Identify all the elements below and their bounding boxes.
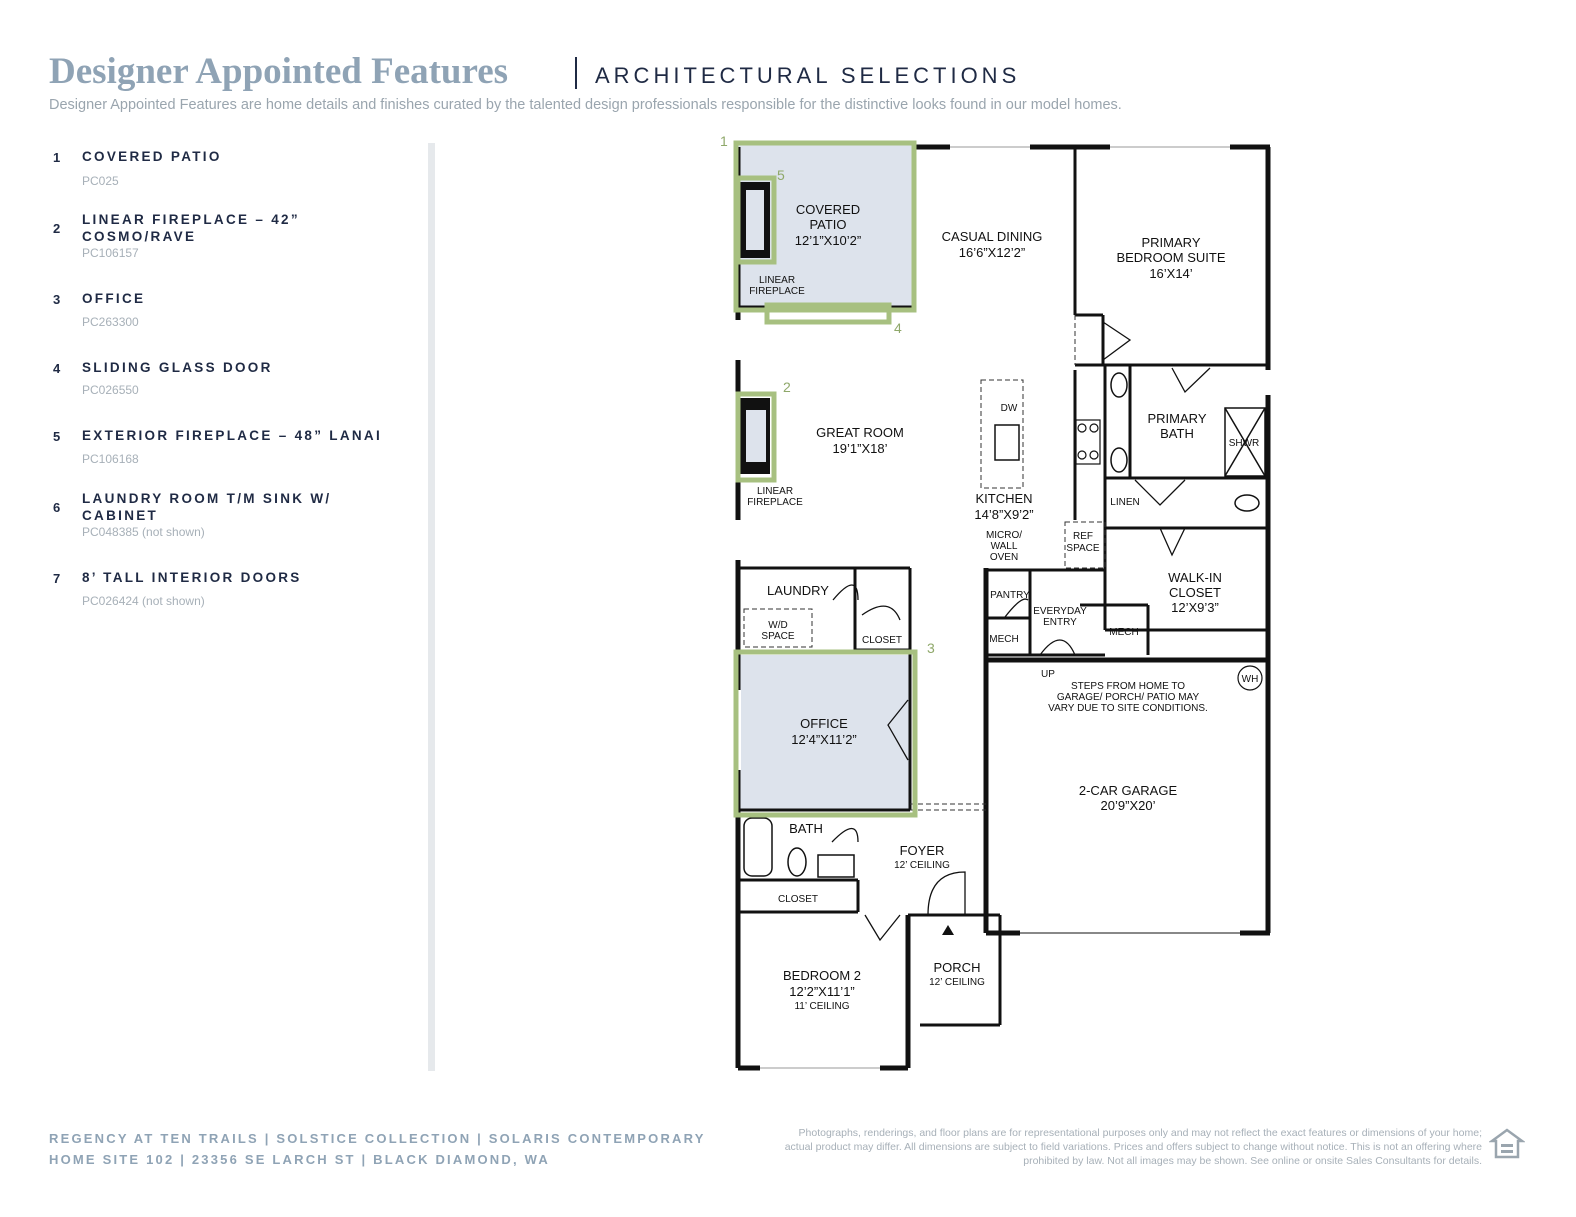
footer-disclaimer: Photographs, renderings, and floor plans are for representational purposes only and may not reflect the exact features or dimensions of your home; actual product may differ. All dimensions are subject to field variations. Prices and offers subject to change without notice. This is not an offering where prohibited by law. Not all images may be shown. See online or onsite Sales Consultants for details. bbox=[784, 1127, 1482, 1167]
label-fireplace-1b: FIREPLACE bbox=[749, 286, 805, 297]
room-covered-patio-2: PATIO bbox=[809, 217, 847, 232]
feature-code: PC026550 bbox=[82, 383, 139, 397]
fireplace-linear bbox=[740, 398, 770, 474]
room-walkin-closet-dim: 12’X9’3” bbox=[1171, 600, 1219, 615]
room-foyer: FOYER bbox=[899, 843, 945, 858]
room-office-dim: 12’4”X11’2” bbox=[791, 732, 857, 747]
intro-text: Designer Appointed Features are home details and finishes curated by the talented design professionals responsible for the distinctive looks found in our model homes. bbox=[49, 97, 1122, 113]
label-micro-2: WALL bbox=[990, 541, 1018, 552]
label-linen: LINEN bbox=[1110, 497, 1140, 508]
feature-name: EXTERIOR FIREPLACE – 48” LANAI bbox=[82, 428, 383, 443]
room-primary-bath-2: BATH bbox=[1160, 426, 1194, 441]
label-closet-1: CLOSET bbox=[861, 635, 903, 646]
label-fireplace-2a: LINEAR bbox=[756, 486, 794, 497]
label-up: UP bbox=[1041, 669, 1055, 680]
divider-bar bbox=[428, 143, 435, 1071]
label-wh: WH bbox=[1241, 674, 1259, 685]
feature-code: PC263300 bbox=[82, 315, 139, 329]
label-pantry: PANTRY bbox=[990, 590, 1030, 601]
label-mech-1: MECH bbox=[989, 634, 1019, 645]
room-office: OFFICE bbox=[800, 716, 848, 731]
label-steps-3: VARY DUE TO SITE CONDITIONS. bbox=[1048, 703, 1208, 714]
feature-number: 4 bbox=[53, 361, 61, 376]
feature-name: 8’ TALL INTERIOR DOORS bbox=[82, 570, 302, 585]
footer-address: HOME SITE 102 | 23356 SE LARCH ST | BLACK DIAMOND, WA bbox=[49, 1152, 550, 1167]
fireplace-exterior bbox=[740, 182, 770, 258]
room-covered-patio-dim: 12’1”X10’2” bbox=[794, 233, 862, 248]
room-great-room-dim: 19’1”X18’ bbox=[832, 441, 888, 456]
feature-name: LINEAR FIREPLACE – 42” COSMO/RAVE bbox=[82, 212, 300, 244]
marker-3: 3 bbox=[927, 640, 935, 656]
room-great-room: GREAT ROOM bbox=[816, 425, 904, 440]
feature-code: PC026424 (not shown) bbox=[82, 594, 205, 608]
marker-5: 5 bbox=[777, 167, 785, 183]
room-primary-suite-2: BEDROOM SUITE bbox=[1116, 250, 1226, 265]
feature-code: PC106168 bbox=[82, 452, 139, 466]
entry-arrow bbox=[942, 925, 954, 935]
room-primary-suite: PRIMARY bbox=[1141, 235, 1201, 250]
room-primary-bath: PRIMARY bbox=[1147, 411, 1207, 426]
kitchen-sink bbox=[995, 425, 1019, 460]
room-primary-suite-dim: 16’X14’ bbox=[1149, 266, 1193, 281]
room-laundry: LAUNDRY bbox=[767, 583, 829, 598]
label-steps-1: STEPS FROM HOME TO bbox=[1070, 681, 1186, 692]
room-kitchen: KITCHEN bbox=[975, 491, 1033, 506]
feature-code: PC048385 (not shown) bbox=[82, 525, 205, 539]
label-micro-3: OVEN bbox=[989, 552, 1019, 563]
room-walkin-closet-2: CLOSET bbox=[1168, 585, 1222, 600]
room-kitchen-dim: 14’8”X9’2” bbox=[974, 507, 1034, 522]
room-garage-dim: 20’9”X20’ bbox=[1100, 798, 1156, 813]
label-fireplace-2b: FIREPLACE bbox=[747, 497, 803, 508]
label-wd-2: SPACE bbox=[761, 631, 795, 642]
label-ref-1: REF bbox=[1073, 531, 1093, 542]
room-covered-patio: COVERED bbox=[795, 202, 861, 217]
floor-plan bbox=[700, 125, 1290, 1085]
label-ref-2: SPACE bbox=[1066, 543, 1100, 554]
label-wd-1: W/D bbox=[768, 620, 788, 631]
feature-name: OFFICE bbox=[82, 291, 146, 306]
footer-community: REGENCY AT TEN TRAILS | SOLSTICE COLLECTION | SOLARIS CONTEMPORARY bbox=[49, 1131, 706, 1146]
marker-2: 2 bbox=[783, 379, 791, 395]
label-steps-2: GARAGE/ PORCH/ PATIO MAY bbox=[1056, 692, 1200, 703]
feature-code: PC025 bbox=[82, 174, 119, 188]
feature-name: LAUNDRY ROOM T/M SINK W/ CABINET bbox=[82, 491, 332, 523]
feature-number: 5 bbox=[53, 429, 61, 444]
room-garage: 2-CAR GARAGE bbox=[1078, 783, 1178, 798]
feature-name: SLIDING GLASS DOOR bbox=[82, 360, 273, 375]
label-shwr: SHWR bbox=[1228, 438, 1260, 449]
label-everyday-1: EVERYDAY bbox=[1033, 606, 1087, 617]
room-casual-dining: CASUAL DINING bbox=[941, 229, 1043, 244]
feature-number: 2 bbox=[53, 221, 61, 236]
feature-name: COVERED PATIO bbox=[82, 149, 222, 164]
feature-code: PC106157 bbox=[82, 246, 139, 260]
bedroom2-ceiling: 11’ CEILING bbox=[794, 1001, 850, 1012]
label-closet-2: CLOSET bbox=[777, 894, 819, 905]
marker-1: 1 bbox=[720, 133, 728, 149]
feature-number: 6 bbox=[53, 500, 61, 515]
feature-number: 3 bbox=[53, 292, 61, 307]
label-micro-1: MICRO/ bbox=[985, 530, 1023, 541]
title-divider bbox=[575, 57, 577, 89]
label-fireplace-1a: LINEAR bbox=[758, 275, 796, 286]
room-walkin-closet: WALK-IN bbox=[1168, 570, 1222, 585]
marker-4: 4 bbox=[894, 320, 902, 336]
cooktop bbox=[1076, 420, 1100, 464]
room-bedroom2-dim: 12’2”X11’1” bbox=[789, 984, 855, 999]
page-title: Designer Appointed Features bbox=[49, 51, 509, 92]
section-heading: ARCHITECTURAL SELECTIONS bbox=[595, 63, 1021, 88]
room-bedroom2: BEDROOM 2 bbox=[782, 968, 862, 983]
equal-housing-icon bbox=[1489, 1127, 1525, 1163]
room-porch: PORCH bbox=[933, 960, 981, 975]
foyer-ceiling: 12’ CEILING bbox=[894, 860, 950, 871]
label-everyday-2: ENTRY bbox=[1043, 617, 1077, 628]
label-mech-2: MECH bbox=[1109, 627, 1139, 638]
feature-number: 7 bbox=[53, 571, 61, 586]
room-casual-dining-dim: 16’6”X12’2” bbox=[958, 245, 1026, 260]
label-dw: DW bbox=[1000, 403, 1018, 414]
feature-number: 1 bbox=[53, 150, 61, 165]
room-bath: BATH bbox=[789, 821, 823, 836]
porch-ceiling: 12’ CEILING bbox=[929, 977, 985, 988]
